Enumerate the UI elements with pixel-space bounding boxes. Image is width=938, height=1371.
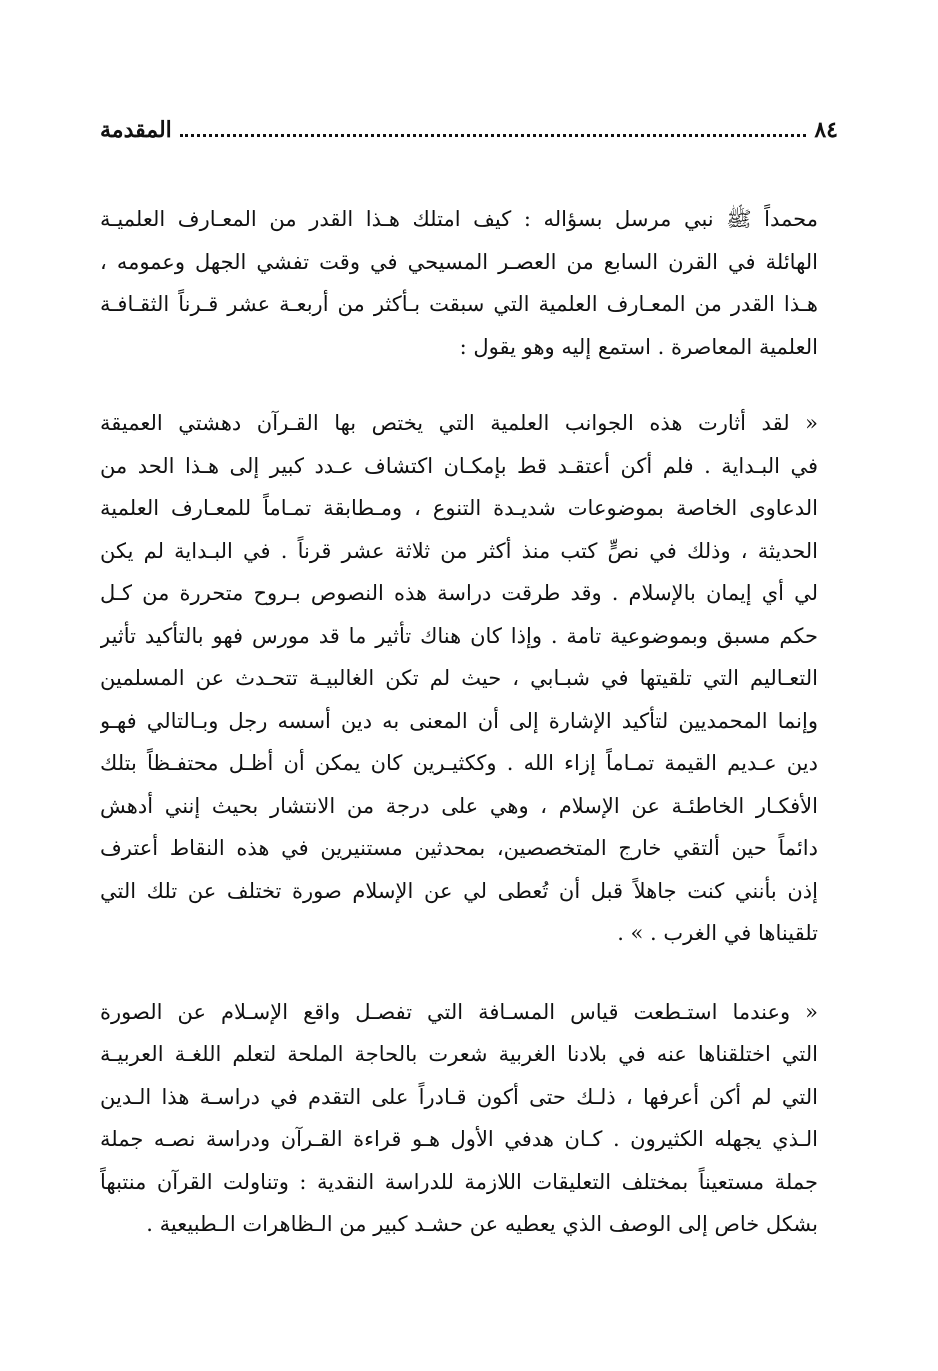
page-number: ٨٤ [814, 117, 838, 143]
chapter-title: المقدمة [100, 117, 172, 143]
text-line: « وعندما استـطعت قياس المسـافة التي تفصـل واقع الإسـلام عن الصورة [100, 999, 818, 1024]
paragraph-quote [100, 991, 818, 1246]
running-header [100, 110, 838, 150]
text-line: دائماً حين ألتقي خارج المتخصصين، بمحدثين مستنيرين في هذه النقاط أعترف [100, 836, 818, 860]
text-line: الهائلة في القرن السابع من العصـر المسيحي في وقت تفشي الجهل وعمومه ، [100, 249, 818, 274]
text-line: في البـداية . فلم أكن أعتقـد قط بإمكـان اكتشاف عـدد كبير إلى هـذا الحد من [100, 453, 818, 478]
text-line: الدعاوى الخاصة بموضوعات شديـدة التنوع ، ومـطابقة تمـاماً للمعـارف العلمية [100, 496, 818, 520]
text-line: بشكل خاص إلى الوصف الذي يعطيه عن حشـد كبير من الـظاهرات الـطبيعية . [146, 1212, 818, 1236]
text-line: التي لم أكن أعرفها ، ذلـك حتى أكون قـادراً على التقدم في دراسـة هذا الـدين [100, 1084, 818, 1109]
text-line: الأفكـار الخاطئـة عن الإسلام ، وهي على درجة من الانتشار بحيث إنني أدهش [100, 793, 818, 818]
text-line: جملة مستعيناً بمختلف التعليقات اللازمة للدراسة النقدية : وتناولت القرآن منتبهاً [100, 1169, 818, 1194]
text-line: الحديثة ، وذلك في نصٍّ كتب منذ أكثر من ثلاثة عشر قرناً . في البـداية لم يكن [100, 538, 818, 563]
text-line: تلقيناها في الغرب . » . [617, 921, 818, 945]
text-line: التي اختلقناها عنه في بلادنا الغربية شعرت بالحاجة الملحة لتعلم اللغـة العربيـة [100, 1042, 818, 1066]
page-body [100, 198, 818, 1246]
text-line: « لقد أثارت هذه الجوانب العلمية التي يختص بها القـرآن دهشتي العميقة [100, 411, 818, 435]
text-line: دين عـديم القيمة تمـاماً إزاء الله . وككثيـرين كان يمكن أن أظـل محتفـظاً بتلك [100, 751, 818, 775]
text-line: حكم مسبق وبموضوعية تامة . وإذا كان هناك تأثير ما قد مورس فهو بالتأكيد تأثير [100, 623, 818, 648]
text-line: إذن بأنني كنت جاهلاً قبل أن تُعطى لي عن الإسلام صورة تختلف عن تلك التي [100, 878, 818, 903]
paragraph-quote [100, 402, 818, 955]
text-line: التعـاليم التي تلقيتها في شبـابي ، حيث لم تكن الغالبيـة تتحـدث عن المسلمين [100, 666, 818, 690]
text-line: هـذا القدر من المعـارف العلمية التي سبقت بـأكثر من أربعـة عشر قـرناً الثقـافـة [100, 292, 818, 316]
text-line: العلمية المعاصرة . استمع إليه وهو يقول : [459, 334, 818, 359]
text-line: محمداً ﷺ نبي مرسل بسؤاله : كيف امتلك هـذا القدر من المعـارف العلميـة [100, 207, 818, 231]
header-dot-leader [180, 134, 807, 137]
text-line: لي أي إيمان بالإسلام . وقد طرقت دراسة هذه النصوص بـروح متحررة من كـل [100, 581, 818, 605]
text-line: الـذي يجهله الكثيرون . كـان هدفي الأول هـو قراءة القـرآن ودراسة نصـه جملة [100, 1127, 818, 1151]
paragraph [100, 198, 818, 368]
text-line: وإنما المحمديين لتأكيد الإشارة إلى أن المعنى به دين أسسه رجل وبـالتالي فهـو [100, 708, 818, 733]
